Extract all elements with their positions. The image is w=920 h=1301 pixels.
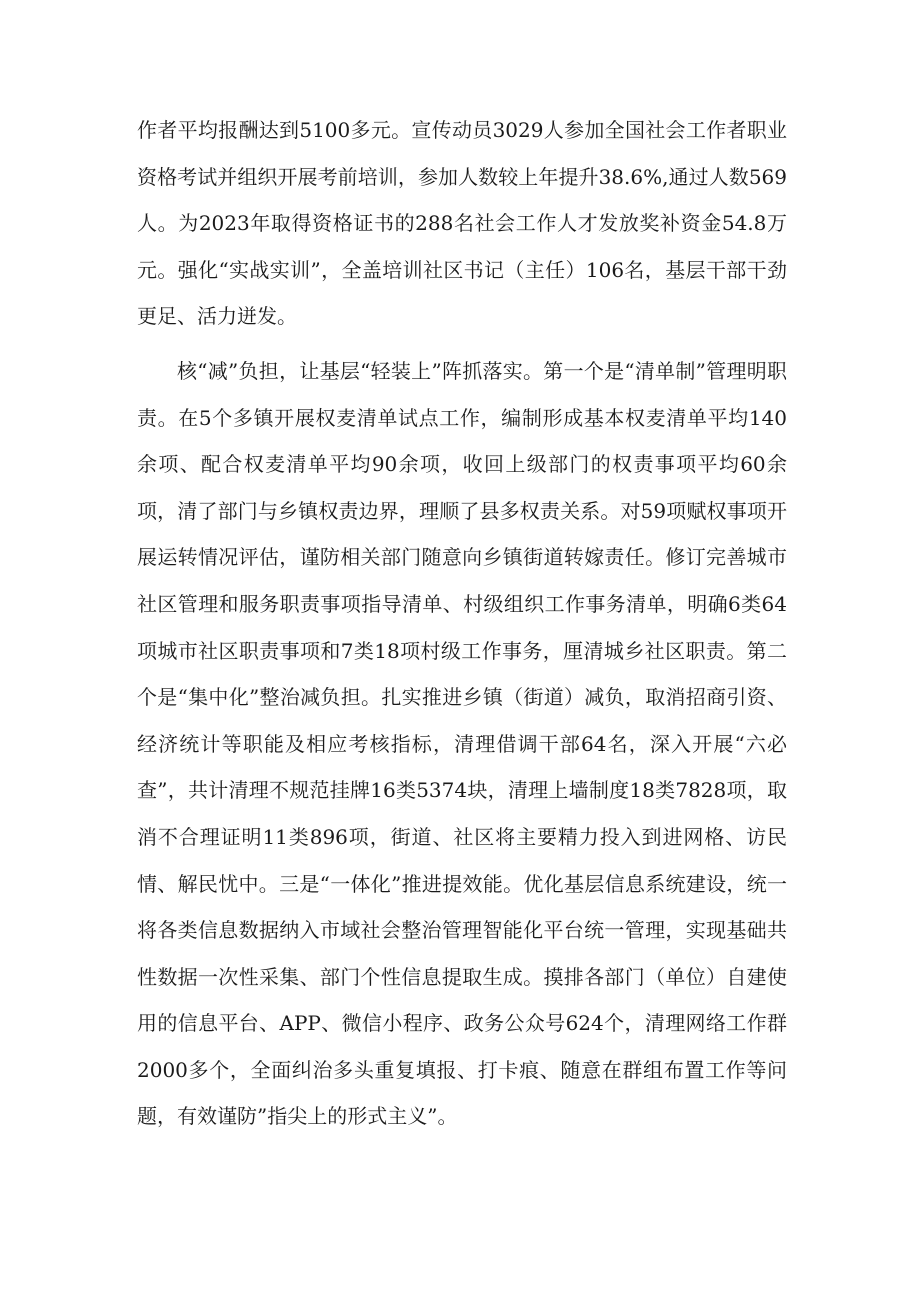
paragraph-2: 核“减”负担，让基层“轻装上”阵抓落实。第一个是“清单制”管理明职责。在5个多镇开展权麦清单试点工作，编制形成基本权麦清单平均140余项、配合权麦清单平均90余项，收回上级部门的权责事项平均60余项，清了部门与乡镇权责边界，理顺了县多权责关系。对59项赋权事项开展运转情况评估，谨防相关部门随意向乡镇街道转嫁责任。修订完善城市社区管理和服务职责事项指导清单、村级组织工作事务清单，明确6类64项城市社区职责事项和7类18项村级工作事务，厘清城乡社区职责。第二个是“集中化”整治减负担。扎实推进乡镇（街道）减负，取消招商引资、经济统计等职能及相应考核指标，清理借调干部64名，深入开展“六必查”，共计清理不规范挂牌16类5374块，清理上墙制度18类7828项，取消不合理证明11类896项，街道、社区将主要精力投入到进网格、访民情、解民忧中。三是“一体化”推进提效能。优化基层信息系统建设，统一将各类信息数据纳入市域社会整治管理智能化平台统一管理，实现基础共性数据一次性采集、部门个性信息提取生成。摸排各部门（单位）自建使用的信息平台、APP、微信小程序、政务公众号624个，清理网络工作群2000多个，全面纠治多头重复填报、打卡痕、随意在群组布置工作等问题，有效谨防”指尖上的形式主义”。 <box>137 358 787 1129</box>
paragraph-1: 作者平均报酬达到5100多元。宣传动员3029人参加全国社会工作者职业资格考试并组织开展考前培训，参加人数较上年提升38.6%,通过人数569人。为2023年取得资格证书的288名社会工作人才发放奖补资金54.8万元。强化“实战实训”，全盖培训社区书记（主任）106名，基层干部干劲更足、活力迸发。 <box>137 118 787 329</box>
document-body <box>137 107 787 1140</box>
